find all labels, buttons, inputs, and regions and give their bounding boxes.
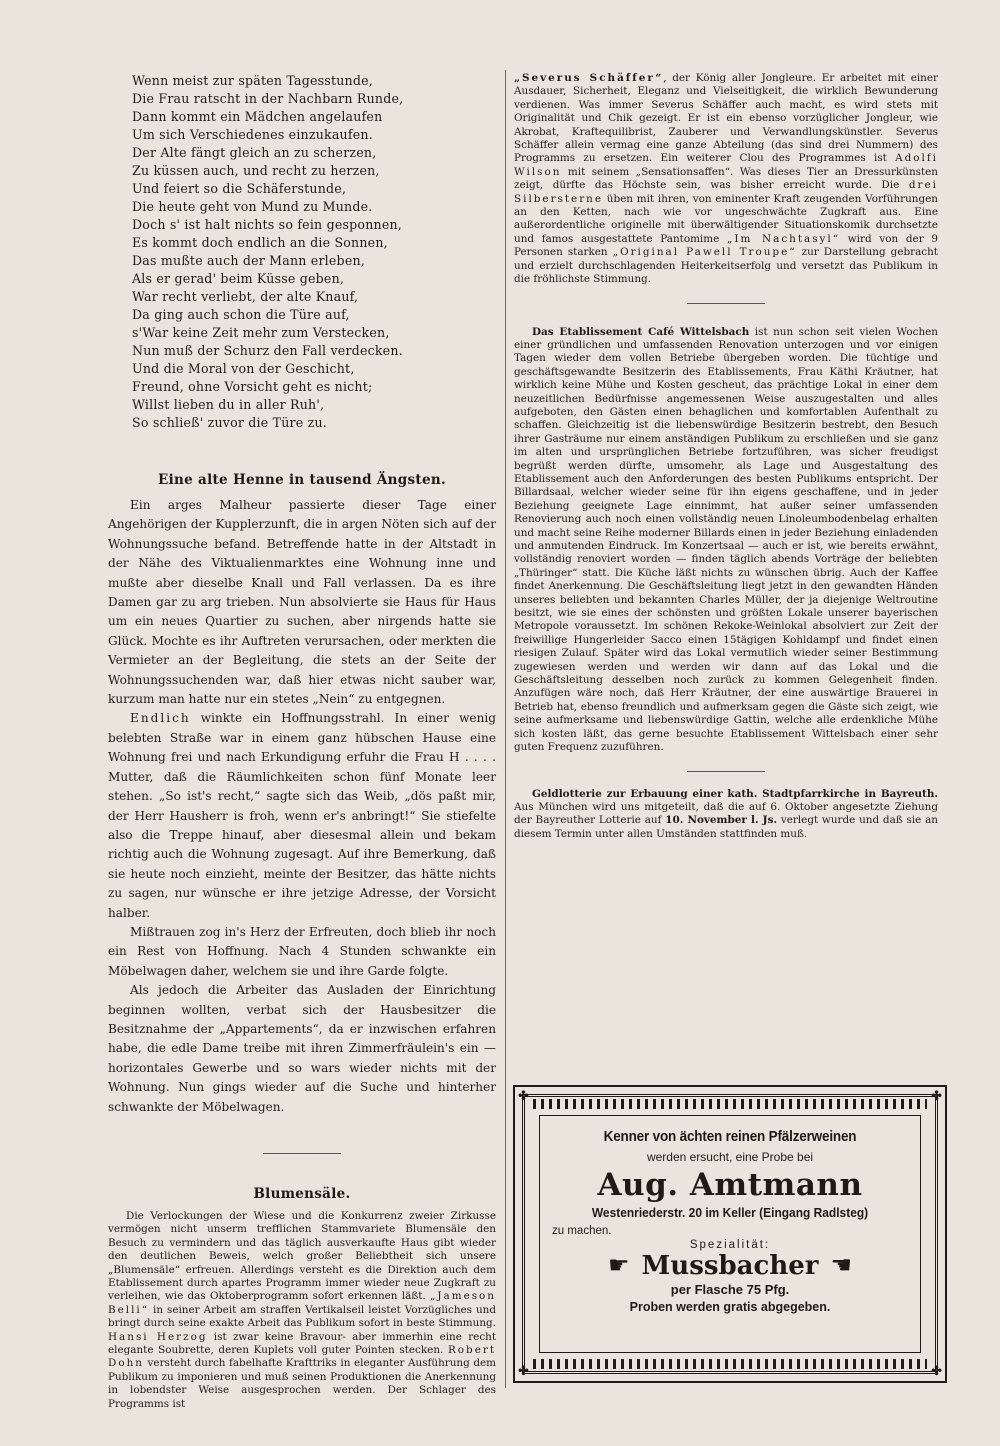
ornament-icon: ✤ <box>931 1364 942 1379</box>
poem-line: s'War keine Zeit mehr zum Verstecken, <box>132 325 390 340</box>
article-text: üben mit ihren, von eminenter Kraft zeugenden Vorführungen an den Ketten, nach wie vor ungeschwächte Zugkraft aus. Eine außerordentliche originelle mit überwältigender Situationskomik durchsetzte und famos ausgestattete Pantomime <box>514 192 938 245</box>
poem-line: Das mußte auch der Mann erleben, <box>132 253 365 268</box>
article-text: ist nun schon seit vielen Wochen einer gründlichen und umfassenden Renovation unterzogen und vor einigen Tagen wieder dem vollen Betriebe übergeben worden. Die tüchtige und geschäftsgewandte Besitzerin des Etablissements, Frau Käthi Kräutner, hat wirklich keine Mühe und Kosten gescheut, das prächtige Lokal in einer dem neuzeitlichen Bedürfnisse angemessenen Weise auszugestalten und alles aufgeboten, den Gästen einen behaglichen und komfortablen Aufenthalt zu schaffen. Gleichzeitig ist die liebenswürdige Besitzerin bestrebt, den Besuch ihrer Gasträume nur einem anständigen Publikum zu erschließen und sie ganz im alten und ursprünglichen Betriebe fortzuführen, was sicher freudigst begrüßt werden dürfte, umsomehr, als Lage und Ausgestaltung des Etablissement auch den Anforderungen des besten Publikums entspricht. Der Billardsaal, welcher wieder seine für ihn eigens geschaffene, und in jeder Beziehung geeignete Lage einnimmt, hat außer seiner umfassenden Renovierung auch noch einen vollständig neuen Linoleumbodenbelag erhalten und macht seine Reihe moderner Billards einen in jeder Beziehung einladenden und anmutenden Eindruck. Im Konzertsaal — auch er ist, wie bereits erwähnt, vollständig renoviert worden — finden täglich abends Vorträge der beliebten „Thüringer“ statt. Die Küche läßt nichts zu wünschen übrig. Auch der Kaffee findet Anerkennung. Die Geschäftsleitung liegt jetzt in den gewandten Händen unseres beliebten und bekannten Charles Müller, der ja diejenige Weltroutine besitzt, wie sie eines der schönsten und größten Lokale unserer bayerischen Metropole voraussetzt. Im schönen Rekoke-Weinlokal absolviert zur Zeit der freiwillige Hungerleider Sacco einen 15tägigen Kohldampf und findet einen riesigen Zulauf. Später wird das Lokal vermutlich wieder seiner Bestimmung zugewiesen werden und werden wir dann auf das Lokal und die Geschäftsleitung desselben noch zurück zu kommen Gelegenheit finden. Anzufügen wäre noch, daß Herr Kräutner, der eine auswärtige Brauerei in Betrieb hat, ebenso freundlich und aufmerksam gegen die Gäste sich zeigt, wie seine aufmerksame und liebenswürdige Gattin, welche alle erdenkliche Mühe sich kosten läßt, das gerne besuchte Etablissement Wittelsbach einer sehr guten Frequenz zuzuführen. <box>514 325 938 754</box>
article-text: mit seinem „Sensationsaffen“. Was dieses Tier an Dressurkünsten zeigt, dürfte das Höchste sein, was bisher erreicht wurde. Die <box>514 165 938 192</box>
article-paragraph: Mißtrauen zog in's Herz der Erfreuten, doch blieb ihr noch ein Rest von Hoffnung. Nach 4 Stunden schwankte ein Möbelwagen daher, welchem sie und ihre Garde folgte. <box>108 924 496 978</box>
ornament-icon: ✤ <box>931 1089 942 1104</box>
article-cafe-wittelsbach <box>514 326 938 755</box>
ad-content <box>539 1115 921 1353</box>
ad-speciality-label: Spezialität: <box>689 1239 771 1251</box>
article-text: in seiner Arbeit am straffen Vertikalseil leistet Vorzügliches und bringt durch seine exakte Arbeit das Publikum sofort in beste Stimmung. <box>108 1303 496 1330</box>
poem-line: Dann kommt ein Mädchen angelaufen <box>132 109 383 124</box>
article-title-blumensaele: Blumensäle. <box>253 1186 351 1202</box>
ad-wine-name: Mussbacher <box>641 1251 819 1281</box>
ad-address: Westenriederstr. 20 im Keller (Eingang Radlsteg) <box>591 1205 869 1220</box>
poem-line: Zu küssen auch, und recht zu herzen, <box>132 163 380 178</box>
right-column <box>514 72 938 841</box>
spaced-lead: Endlich <box>130 711 191 726</box>
poem-line: Da ging auch schon die Türe auf, <box>132 307 350 322</box>
article-paragraph: Als jedoch die Arbeiter das Ausladen der Einrichtung beginnen wollten, verbat sich der Hausbesitzer die Besitznahme der „Appartements“, da er inzwischen erfahren habe, die edle Dame treibe mit ihren Zimmerfräulein's ein — horizontales Gewerbe und so wars wieder nichts mit der Wohnung. Nun gings wieder auf die Suche und hinterher schwankte der Möbelwagen. <box>108 983 496 1114</box>
performer-name: „Severus Schäffer“ <box>514 72 664 84</box>
ad-invitation: zu machen. <box>552 1225 612 1237</box>
performer-name: drei Silbersterne <box>514 179 938 205</box>
ad-price: per Flasche 75 Pfg. <box>670 1282 790 1297</box>
article-paragraph <box>514 72 938 287</box>
poem-line: Der Alte fängt gleich an zu scherzen, <box>132 145 377 160</box>
ad-border-pattern <box>533 1359 927 1369</box>
article-date: 10. November l. Js. <box>665 814 778 827</box>
performer-name: Robert Dohn <box>108 1344 496 1370</box>
poem-line: Als er gerad' beim Küsse geben, <box>132 271 345 286</box>
article-paragraph: Ein arges Malheur passierte dieser Tage einer Angehörigen der Kupplerzunft, die in argen Nöten sich auf der Wohnungssuche befand. Betreffende hatte in der Altstadt in der Nähe des Viktualienmarktes eine Wohnung inne und mußte aber dieselbe Knall und Fall verlassen. Da es ihre Damen gar zu arg trieben. Nun absolvierte sie Haus für Haus um ein neues Quartier zu suchen, aber nirgends hatte sie Glück. Mochte es ihr Auftreten verursachen, oder merkten die Vermieter an der Begleitung, die stets an der Seite der Wohnungssuchenden war, daß hier etwas nicht sauber war, kurzum man hatte nur ein stetes „Nein“ zu entgegnen. <box>108 498 496 707</box>
article-text: winkte ein Hoffnungsstrahl. In einer wenig belebten Straße war in einem ganz hübschen Hause eine Wohnung frei und nach Erkundigung erfuhr die Frau H . . . . Mutter, daß die Räumlichkeiten schon fünf Monate leer stehen. „So ist's recht,“ sagte sich das Weib, „dös paßt mir, der Herr Hausherr is froh, wenn er's anbringt!“ Sie stiefelte also die Treppe hinauf, aber diesesmal allein und bekam richtig auch die Wohnung zugesagt. Auf ihre Bemerkung, daß sie heute noch einzieht, meinte der Besitzer, das hätte nichts zu sagen, nur wünsche er ihre jetzige Adresse, der Vorsicht halber. <box>108 711 496 920</box>
article-paragraph <box>108 1210 496 1411</box>
ad-merchant-name: Aug. Amtmann <box>597 1167 863 1203</box>
article-text: versteht durch fabelhafte Krafttriks in eleganter Ausführung dem Publikum zu imponieren und muß seinen Produktionen die Anerkennung in lobendster Weise ausgesprochen werden. Der Schlager des Programms ist <box>108 1357 496 1410</box>
poem-line: Willst lieben du in aller Ruh', <box>132 397 325 412</box>
article-text: verlegt wurde und daß sie an diesem Termin unter allen Umständen stattfinden muß. <box>514 814 938 840</box>
article-geldlotterie <box>514 788 938 842</box>
ad-free-samples: Proben werden gratis abgegeben. <box>629 1300 831 1314</box>
article-text: Die Verlockungen der Wiese und die Konkurrenz zweier Zirkusse vermögen nicht unserm trefflichen Stammvariete Blumensäle den Besuch zu vermindern und das täglich ausverkaufte Haus gibt wieder den deutlichen Beweis, welch großer Beliebtheit sich unsere „Blumensäle“ erfreuen. Allerdings versteht es die Direktion auch dem Etablissement durch apartes Programm immer wieder neue Zugkraft zu verleihen, wie das Oktoberprogramm sofort erkennen läßt. <box>108 1210 496 1303</box>
article-text: wird von der 9 Personen starken <box>514 232 938 259</box>
performer-name: „Im Nachtasyl“ <box>726 232 841 245</box>
article-paragraph <box>514 788 938 842</box>
performer-name: Adolfi Wilson <box>514 152 938 178</box>
article-text: zur Darstellung gebracht und erzielt durchschlagenden Heiterkeitserfolg und versetzt das Publikum in die fröhlichste Stimmung. <box>514 246 938 286</box>
performer-name: „Original Pawell Troupe“ <box>612 246 797 259</box>
article-text: Aus München wird uns mitgeteilt, daß die auf 6. Oktober angesetzte Ziehung der Bayreuther Lotterie auf <box>514 800 938 827</box>
article-text: ist zwar keine Bravour- aber immerhin eine recht elegante Soubrette, deren Kuplets voll guter Pointen stecken. <box>108 1330 496 1357</box>
poem-line: So schließ' zuvor die Türe zu. <box>132 415 327 430</box>
article-paragraph <box>514 326 938 755</box>
article-henne <box>108 496 496 1117</box>
poem-line: Nun muß der Schurz den Fall verdecken. <box>132 343 403 358</box>
poem-line: Und feiert so die Schäferstunde, <box>132 181 347 196</box>
poem-line: Wenn meist zur späten Tagesstunde, <box>132 73 373 88</box>
ad-wine-row <box>540 1251 920 1281</box>
poem-line: Die Frau ratscht in der Nachbarn Runde, <box>132 91 404 106</box>
article-lead: Das Etablissement Café Wittelsbach <box>532 325 750 338</box>
ad-subline: werden ersucht, eine Probe bei <box>646 1150 814 1164</box>
article-lead: Geldlotterie zur Erbauung einer kath. Stadtpfarrkirche in Bayreuth. <box>532 787 938 800</box>
performer-name: „Jameson Belli“ <box>108 1290 496 1316</box>
column-divider <box>505 70 506 1388</box>
article-title-henne: Eine alte Henne in tausend Ängsten. <box>158 472 446 488</box>
performer-name: Hansi Herzog <box>108 1330 208 1343</box>
poem-line: War recht verliebt, der alte Knauf, <box>132 289 359 304</box>
ornament-icon: ✤ <box>518 1364 529 1379</box>
article-paragraph <box>108 709 496 922</box>
pointing-hand-right-icon: ☛ <box>608 1252 630 1279</box>
article-blumensaele-part1 <box>108 1210 496 1446</box>
ad-border-pattern <box>533 1099 927 1109</box>
ornament-icon: ✤ <box>518 1089 529 1104</box>
poem-line: Freund, ohne Vorsicht geht es nicht; <box>132 379 373 394</box>
pointing-hand-left-icon: ☚ <box>830 1252 852 1279</box>
poem-line: Es kommt doch endlich an die Sonnen, <box>132 235 388 250</box>
poem <box>132 72 496 432</box>
poem-line: Doch s' ist halt nichts so fein gesponnen, <box>132 217 402 232</box>
wine-advertisement <box>513 1085 947 1383</box>
poem-line: Die heute geht von Mund zu Munde. <box>132 199 373 214</box>
poem-line: Um sich Verschiedenes einzukaufen. <box>132 127 373 142</box>
ad-headline: Kenner von ächten reinen Pfälzerweinen <box>603 1128 857 1145</box>
article-text: , der König aller Jongleure. Er arbeitet mit einer Ausdauer, Sicherheit, Eleganz und Vielseitigkeit, die wirklich Bewunderung verdienen. Was immer Severus Schäffer auch macht, es wird stets mit Originalität und Chik gezeigt. Er ist ein ebenso vorzüglicher Jongleur, wie Akrobat, Kraftequilibrist, Zauberer und Verwandlungskünstler. Severus Schäffer allein vermag eine ganze Abteilung (das sind drei Nummern) des Programms zu ersetzen. Ein weiterer Clou des Programmes ist <box>514 72 938 165</box>
article-blumensaele-part2 <box>514 72 938 287</box>
poem-line: Und die Moral von der Geschicht, <box>132 361 355 376</box>
left-column <box>108 72 496 1446</box>
